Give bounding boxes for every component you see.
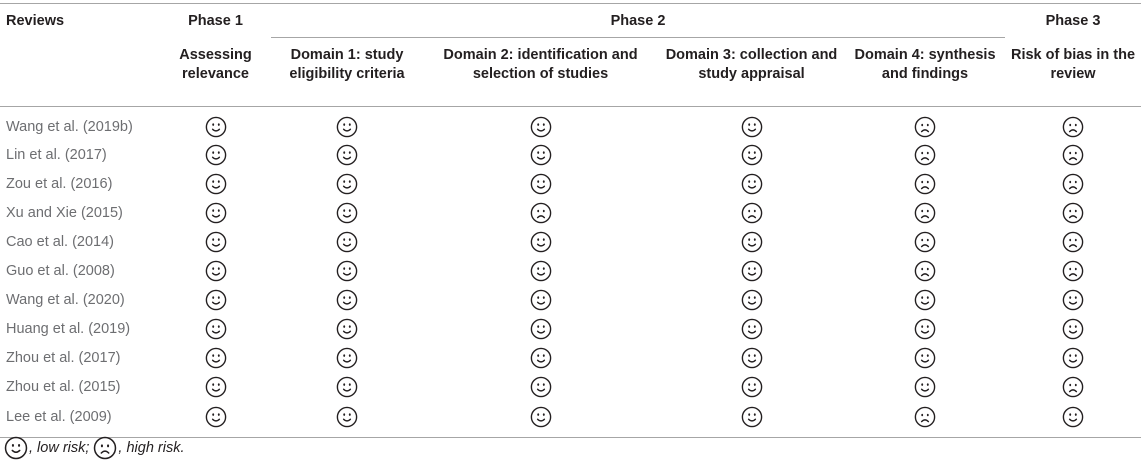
rating-cell [845, 170, 1005, 199]
smiley-face-icon [741, 260, 763, 282]
smiley-face-icon [914, 318, 936, 340]
table-row [0, 257, 1141, 286]
smiley-face-icon [336, 202, 358, 224]
legend-footnote [4, 436, 189, 460]
review-name-cell: Huang et al. (2019) [6, 320, 131, 337]
rating-cell [423, 141, 658, 170]
table-row [0, 314, 1141, 343]
rating-cell [1005, 199, 1141, 228]
smiley-face-icon [205, 116, 227, 138]
rating-cell [160, 107, 271, 142]
rating-cell [1005, 343, 1141, 372]
rating-cell [160, 401, 271, 438]
smiley-face-icon [741, 347, 763, 369]
rating-cell [1005, 107, 1141, 142]
rating-cell [271, 107, 423, 142]
rating-cell [160, 141, 271, 170]
smiley-face-icon [336, 173, 358, 195]
smiley-face-icon [914, 347, 936, 369]
table-row [0, 401, 1141, 438]
smiley-face-icon [336, 231, 358, 253]
smiley-face-icon [530, 318, 552, 340]
rating-cell [423, 107, 658, 142]
review-name-cell: Cao et al. (2014) [6, 234, 115, 251]
frowning-face-icon [93, 436, 117, 460]
frowning-face-icon [914, 173, 936, 195]
header-row-domains [0, 38, 1141, 107]
frowning-face-icon [1062, 202, 1084, 224]
column-header: Domain 2: identification and selection of studies [443, 47, 638, 82]
rating-cell [160, 372, 271, 401]
smiley-face-icon [205, 318, 227, 340]
frowning-face-icon [1062, 173, 1084, 195]
review-name-cell: Zhou et al. (2015) [6, 378, 121, 395]
frowning-face-icon [530, 202, 552, 224]
frowning-face-icon [1062, 376, 1084, 398]
header-row-phases [0, 4, 1141, 38]
rating-cell [1005, 372, 1141, 401]
smiley-face-icon [336, 144, 358, 166]
table-row [0, 343, 1141, 372]
rating-cell [1005, 170, 1141, 199]
risk-of-bias-table [0, 3, 1141, 438]
smiley-face-icon [1062, 347, 1084, 369]
rating-cell [845, 257, 1005, 286]
column-header: Assessing relevance [179, 46, 252, 82]
smiley-face-icon [205, 376, 227, 398]
rating-cell [423, 372, 658, 401]
rating-cell [423, 285, 658, 314]
smiley-face-icon [1062, 289, 1084, 311]
smiley-face-icon [4, 436, 28, 460]
rating-cell [160, 228, 271, 257]
rating-cell [1005, 401, 1141, 438]
smiley-face-icon [741, 376, 763, 398]
rating-cell [845, 343, 1005, 372]
smiley-face-icon [1062, 318, 1084, 340]
rating-cell [423, 228, 658, 257]
smiley-face-icon [741, 173, 763, 195]
rating-cell [658, 372, 845, 401]
rating-cell [271, 257, 423, 286]
high-risk-label: , high risk. [118, 440, 185, 456]
smiley-face-icon [741, 144, 763, 166]
column-header: Domain 3: collection and study appraisal [665, 47, 838, 82]
frowning-face-icon [914, 406, 936, 428]
review-name-cell: Lin et al. (2017) [6, 147, 107, 164]
review-name-cell: Zou et al. (2016) [6, 176, 113, 193]
table-row [0, 372, 1141, 401]
table-row [0, 107, 1141, 142]
rating-cell [160, 199, 271, 228]
rating-cell [423, 199, 658, 228]
smiley-face-icon [336, 116, 358, 138]
rating-cell [658, 285, 845, 314]
reviews-header: Reviews [6, 12, 65, 29]
rating-cell [658, 107, 845, 142]
smiley-face-icon [530, 406, 552, 428]
smiley-face-icon [530, 116, 552, 138]
rating-cell [845, 401, 1005, 438]
rating-cell [658, 141, 845, 170]
rating-cell [658, 170, 845, 199]
table-row [0, 199, 1141, 228]
rating-cell [1005, 141, 1141, 170]
frowning-face-icon [1062, 231, 1084, 253]
smiley-face-icon [1062, 406, 1084, 428]
rating-cell [271, 199, 423, 228]
phase1-header: Phase 1 [188, 12, 243, 29]
frowning-face-icon [1062, 116, 1084, 138]
review-name-cell: Guo et al. (2008) [6, 263, 115, 279]
smiley-face-icon [205, 406, 227, 428]
frowning-face-icon [914, 231, 936, 253]
smiley-face-icon [741, 406, 763, 428]
rating-cell [271, 401, 423, 438]
rating-cell [845, 228, 1005, 257]
rating-cell [423, 257, 658, 286]
smiley-face-icon [205, 173, 227, 195]
smiley-face-icon [741, 289, 763, 311]
rating-cell [271, 314, 423, 343]
smiley-face-icon [205, 144, 227, 166]
smiley-face-icon [336, 318, 358, 340]
rating-cell [658, 257, 845, 286]
smiley-face-icon [914, 376, 936, 398]
rating-cell [1005, 285, 1141, 314]
smiley-face-icon [914, 289, 936, 311]
review-name-cell: Zhou et al. (2017) [6, 349, 121, 366]
frowning-face-icon [914, 202, 936, 224]
rating-cell [271, 228, 423, 257]
smiley-face-icon [205, 347, 227, 369]
smiley-face-icon [336, 260, 358, 282]
rating-cell [271, 285, 423, 314]
review-name-cell: Lee et al. (2009) [6, 409, 112, 426]
rating-cell [845, 314, 1005, 343]
rating-cell [845, 141, 1005, 170]
smiley-face-icon [205, 231, 227, 253]
frowning-face-icon [1062, 260, 1084, 282]
rating-cell [160, 257, 271, 286]
column-header: Domain 4: synthesis and findings [854, 47, 996, 82]
rating-cell [271, 170, 423, 199]
smiley-face-icon [530, 260, 552, 282]
smiley-face-icon [530, 173, 552, 195]
review-name-cell: Wang et al. (2020) [6, 291, 125, 308]
smiley-face-icon [336, 376, 358, 398]
smiley-face-icon [741, 231, 763, 253]
smiley-face-icon [530, 231, 552, 253]
phase3-header: Phase 3 [1045, 12, 1101, 29]
table-row [0, 170, 1141, 199]
smiley-face-icon [741, 116, 763, 138]
rating-cell [271, 372, 423, 401]
table-row [0, 228, 1141, 257]
frowning-face-icon [914, 260, 936, 282]
rating-cell [1005, 257, 1141, 286]
smiley-face-icon [205, 260, 227, 282]
rating-cell [845, 372, 1005, 401]
smiley-face-icon [530, 289, 552, 311]
rating-cell [845, 107, 1005, 142]
review-name-cell: Xu and Xie (2015) [6, 205, 123, 222]
table-row [0, 141, 1141, 170]
column-header: Domain 1: study eligibility criteria [289, 47, 405, 82]
column-header: Risk of bias in the review [1010, 46, 1136, 82]
rating-cell [160, 314, 271, 343]
rating-cell [658, 314, 845, 343]
frowning-face-icon [914, 144, 936, 166]
smiley-face-icon [530, 376, 552, 398]
smiley-face-icon [205, 202, 227, 224]
frowning-face-icon [914, 116, 936, 138]
smiley-face-icon [205, 289, 227, 311]
rating-cell [845, 285, 1005, 314]
table-body [0, 107, 1141, 438]
review-name-cell: Wang et al. (2019b) [6, 119, 133, 135]
rating-cell [1005, 314, 1141, 343]
rating-cell [160, 343, 271, 372]
smiley-face-icon [741, 318, 763, 340]
rating-cell [658, 401, 845, 438]
rating-cell [658, 343, 845, 372]
rating-cell [160, 285, 271, 314]
rating-cell [845, 199, 1005, 228]
smiley-face-icon [336, 289, 358, 311]
rating-cell [423, 170, 658, 199]
header-empty-cell [0, 38, 160, 107]
rating-cell [658, 199, 845, 228]
phase2-header: Phase 2 [271, 4, 1005, 38]
rating-cell [658, 228, 845, 257]
rating-cell [271, 343, 423, 372]
smiley-face-icon [530, 144, 552, 166]
smiley-face-icon [336, 347, 358, 369]
smiley-face-icon [336, 406, 358, 428]
smiley-face-icon [530, 347, 552, 369]
rating-cell [423, 314, 658, 343]
table-row [0, 285, 1141, 314]
rating-cell [423, 401, 658, 438]
low-risk-label: , low risk; [29, 440, 90, 456]
rating-cell [271, 141, 423, 170]
frowning-face-icon [1062, 144, 1084, 166]
frowning-face-icon [741, 202, 763, 224]
rating-cell [160, 170, 271, 199]
rating-cell [423, 343, 658, 372]
rating-cell [1005, 228, 1141, 257]
